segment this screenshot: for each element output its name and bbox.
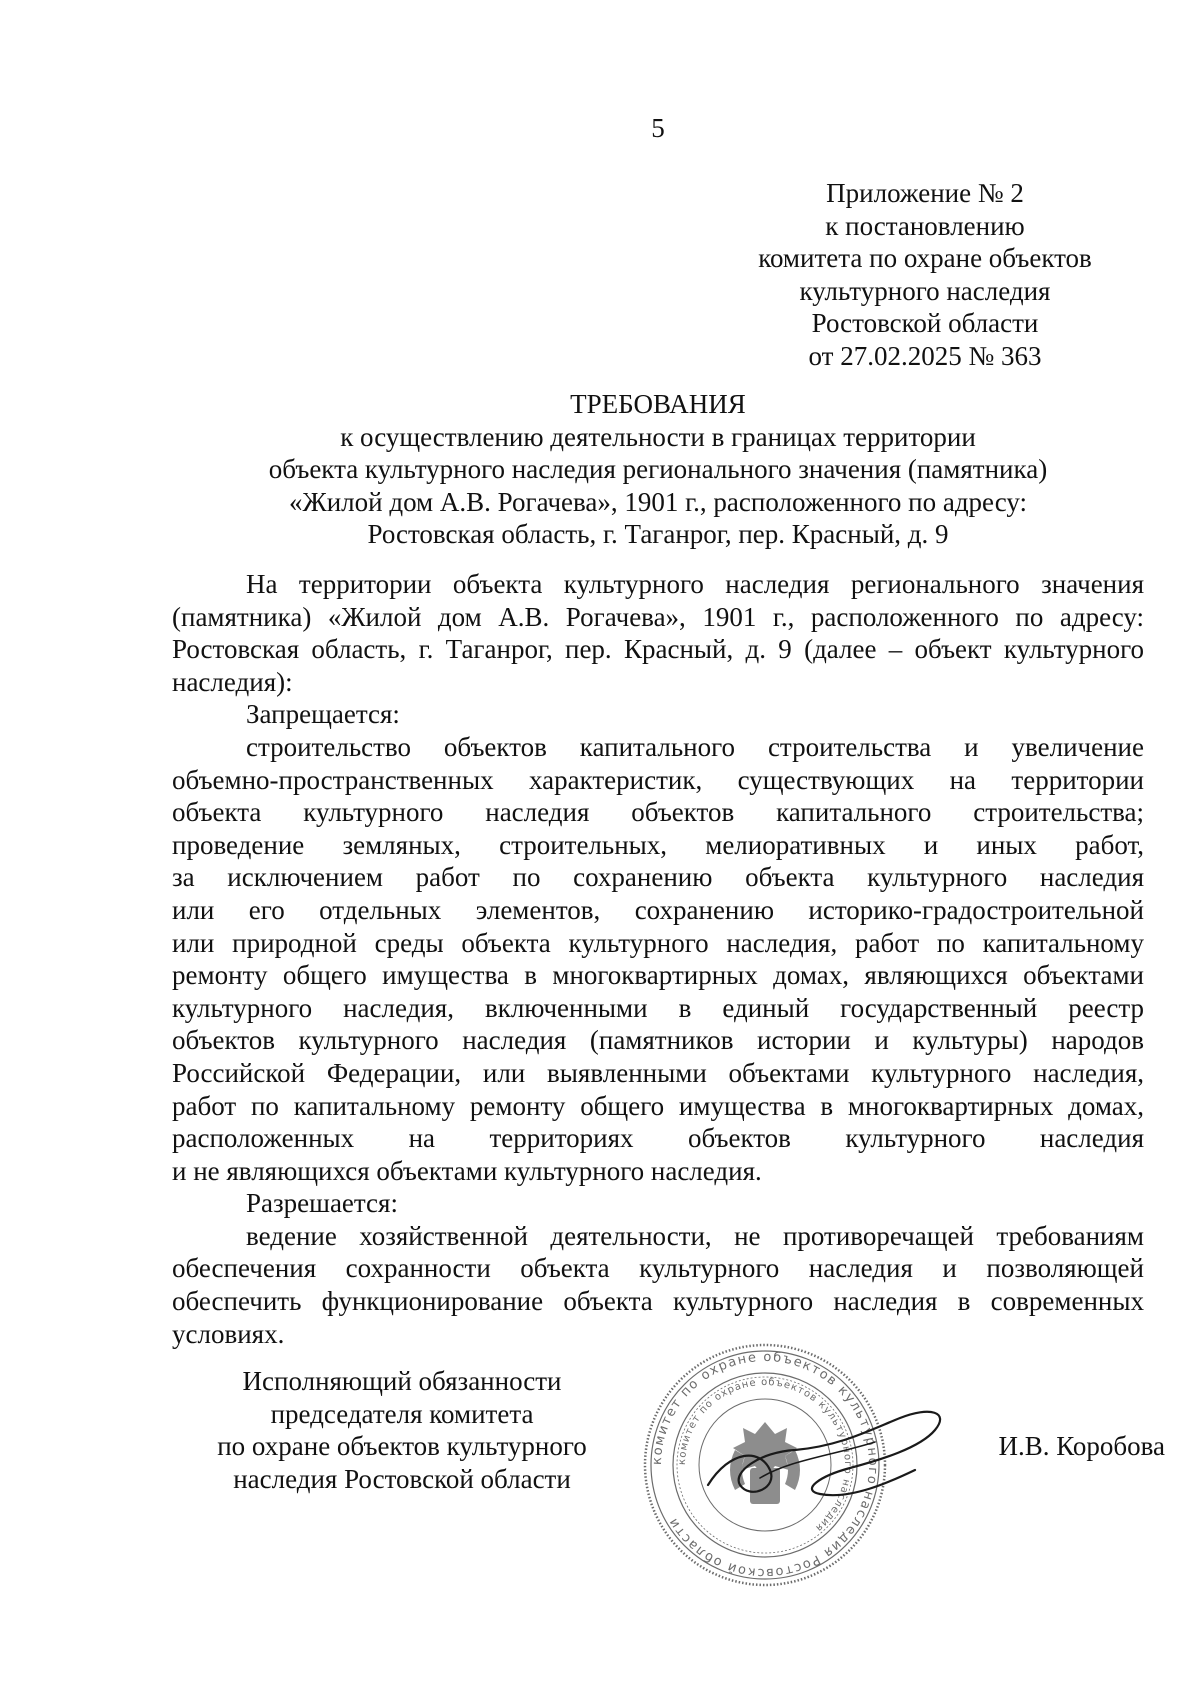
body-line: культурного наследия, включенными в единый государственный реестр — [172, 992, 1144, 1023]
title-line: объекта культурного наследия регионального значения (памятника) — [268, 454, 1048, 484]
body-line: расположенных на территориях объектов культурного наследия — [172, 1123, 1144, 1154]
body-line: объекта культурного наследия объектов капитального строительства; — [172, 797, 1144, 828]
body-line: объектов культурного наследия (памятников истории и культуры) народов — [172, 1025, 1144, 1056]
body-line: условиях. — [172, 1318, 285, 1349]
appendix-line: Приложение № 2 — [826, 178, 1024, 208]
handwritten-signature-icon — [700, 1390, 960, 1520]
allowed-section — [172, 1187, 1144, 1350]
body-line: за исключением работ по сохранению объекта культурного наследия — [172, 862, 1144, 893]
body-line: работ по капитальному ремонту общего имущества в многоквартирных домах, — [172, 1090, 1144, 1121]
body-line: ведение хозяйственной деятельности, не противоречащей требованиям — [246, 1220, 1144, 1251]
body-line: На территории объекта культурного наследия регионального значения — [246, 569, 1144, 599]
body-line: Ростовская область, г. Таганрог, пер. Красный, д. 9 (далее – объект культурного — [172, 634, 1144, 665]
body-line: объемно-пространственных характеристик, существующих на территории — [172, 764, 1144, 795]
body-line: ремонту общего имущества в многоквартирных домах, являющихся объектами — [172, 960, 1144, 991]
body-line: проведение земляных, строительных, мелиоративных и иных работ, — [172, 829, 1144, 860]
signatory-position-line: наследия Ростовской области — [233, 1463, 571, 1494]
body-line: (памятника) «Жилой дом А.В. Рогачева», 1901 г., расположенного по адресу: — [172, 601, 1144, 632]
signatory-position-line: председателя комитета — [270, 1398, 534, 1429]
body-line: строительство объектов капитального строительства и увеличение — [246, 731, 1144, 762]
body-line: или природной среды объекта культурного наследия, работ по капитальному — [172, 927, 1144, 958]
title-line: Ростовская область, г. Таганрог, пер. Красный, д. 9 — [367, 519, 949, 549]
body-line: обеспечения сохранности объекта культурного наследия и позволяющей — [172, 1253, 1144, 1284]
appendix-line: Ростовской области — [811, 308, 1039, 338]
seal-text-inner: комитет по охране объектов культурного наследия — [676, 1376, 854, 1534]
title-heading: ТРЕБОВАНИЯ — [570, 389, 746, 419]
body-line: Российской Федерации, или выявленными объектами культурного наследия, — [172, 1057, 1144, 1088]
document-body — [172, 568, 1144, 1350]
seal-text-outer: комитет по охране объектов культурного наследия Ростовской области — [649, 1349, 881, 1581]
title-line: к осуществлению деятельности в границах территории — [340, 421, 976, 452]
body-line: и не являющихся объектами культурного наследия. — [172, 1155, 762, 1186]
signatory-name: И.В. Коробова — [998, 1431, 1165, 1461]
body-line: обеспечить функционирование объекта культурного наследия в современных — [172, 1286, 1144, 1317]
signatory-position — [172, 1365, 632, 1495]
title-line: «Жилой дом А.В. Рогачева», 1901 г., расположенного по адресу: — [289, 486, 1027, 517]
appendix-line: комитета по охране объектов — [758, 243, 1092, 273]
body-line: или его отдельных элементов, сохранению историко-градостроительной — [172, 894, 1144, 925]
body-line: наследия): — [172, 666, 293, 697]
prohibited-section — [172, 698, 1144, 1187]
signatory-position-line: Исполняющий обязанности — [242, 1366, 562, 1396]
appendix-line: культурного наследия — [799, 275, 1051, 306]
page-number: 5 — [651, 113, 665, 143]
signatory-position-line: по охране объектов культурного — [217, 1431, 587, 1461]
document-title — [172, 388, 1144, 551]
allowed-label: Разрешается: — [246, 1188, 398, 1219]
appendix-line: от 27.02.2025 № 363 — [808, 340, 1042, 371]
appendix-header — [735, 177, 1115, 372]
intro-paragraph — [172, 568, 1144, 698]
prohibited-label: Запрещается: — [246, 699, 400, 730]
appendix-line: к постановлению — [825, 210, 1025, 241]
